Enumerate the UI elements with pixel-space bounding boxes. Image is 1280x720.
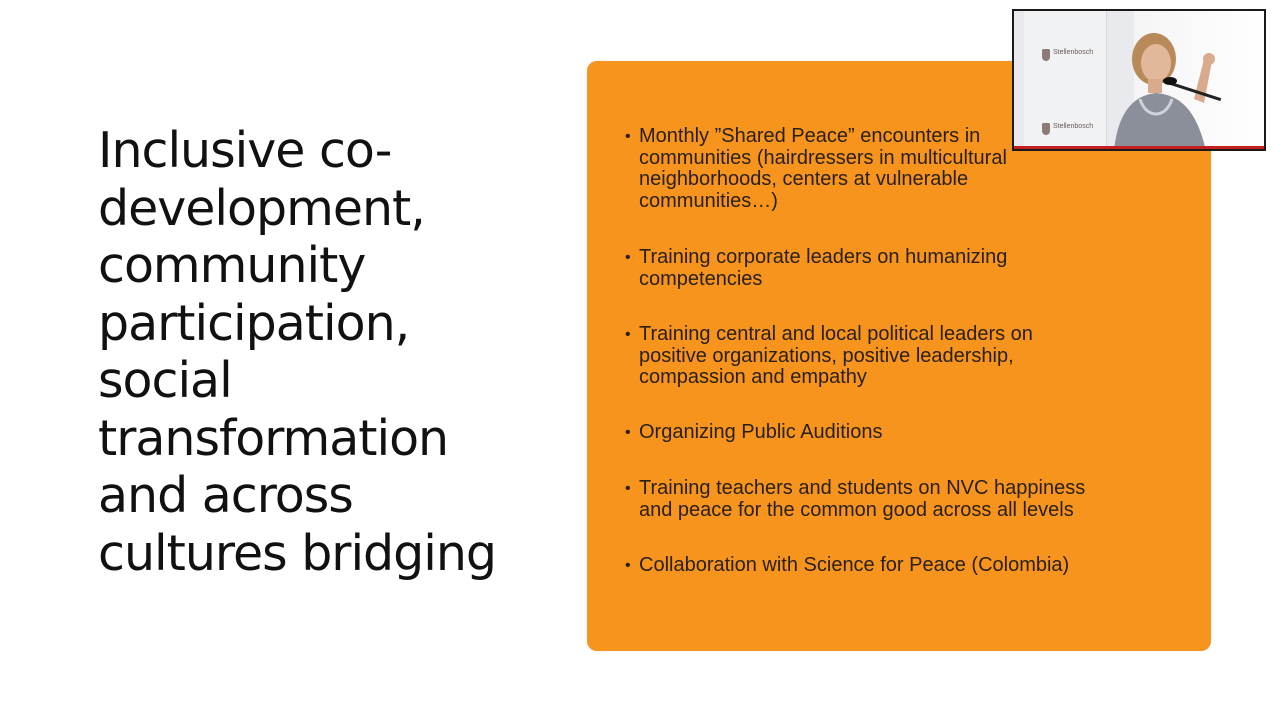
title-line: participation, [98, 294, 410, 352]
bullet-line: Training corporate leaders on humanizing [639, 246, 1008, 268]
bullet-line: competencies [639, 267, 763, 290]
title-line: and across [98, 467, 353, 524]
video-backdrop-banner [1024, 11, 1107, 151]
bullet-item [625, 478, 1185, 521]
bullet-text [639, 422, 1185, 444]
bullet-line: Training teachers and students on NVC happiness [639, 477, 1086, 499]
title-line: cultures bridging [98, 524, 497, 582]
bullet-text [639, 555, 1185, 577]
video-accent-bar [1014, 146, 1264, 149]
bullet-item [625, 324, 1185, 389]
speaker-figure-icon [1096, 29, 1226, 151]
title-line: social [98, 352, 232, 409]
title-line: community [98, 237, 366, 294]
title-line: transformation [98, 409, 449, 467]
bullet-dot-icon: • [625, 480, 631, 497]
bullet-item [625, 555, 1185, 577]
bullet-line: Collaboration with Science for Peace (Colombia) [639, 554, 1070, 576]
bullet-line: communities…) [639, 189, 778, 212]
speaker-video-thumbnail[interactable] [1012, 9, 1266, 151]
slide-title [98, 122, 558, 582]
bullet-line: positive organizations, positive leadership, [639, 344, 1014, 367]
university-logo-icon: Stellenbosch [1042, 123, 1094, 139]
bullet-text [639, 247, 1185, 290]
bullet-line: communities (hairdressers in multicultural [639, 146, 1007, 169]
bullet-line: Monthly ”Shared Peace” encounters in [639, 125, 981, 147]
university-logo-icon: Stellenbosch [1042, 49, 1094, 65]
bullet-line: and peace for the common good across all levels [639, 498, 1074, 521]
bullet-dot-icon: • [625, 557, 631, 574]
bullet-dot-icon: • [625, 249, 631, 266]
bullet-dot-icon: • [625, 326, 631, 343]
bullet-item [625, 422, 1185, 444]
bullet-dot-icon: • [625, 424, 631, 441]
bullet-item [625, 247, 1185, 290]
bullet-line: Organizing Public Auditions [639, 421, 883, 443]
bullet-text [639, 478, 1185, 521]
bullet-line: neighborhoods, centers at vulnerable [639, 168, 969, 190]
title-line: Inclusive co- [98, 122, 392, 179]
bullet-line: compassion and empathy [639, 366, 867, 388]
bullet-text [639, 324, 1185, 389]
bullet-dot-icon: • [625, 128, 631, 145]
title-line: development, [98, 179, 425, 237]
bullet-line: Training central and local political leaders on [639, 323, 1033, 345]
